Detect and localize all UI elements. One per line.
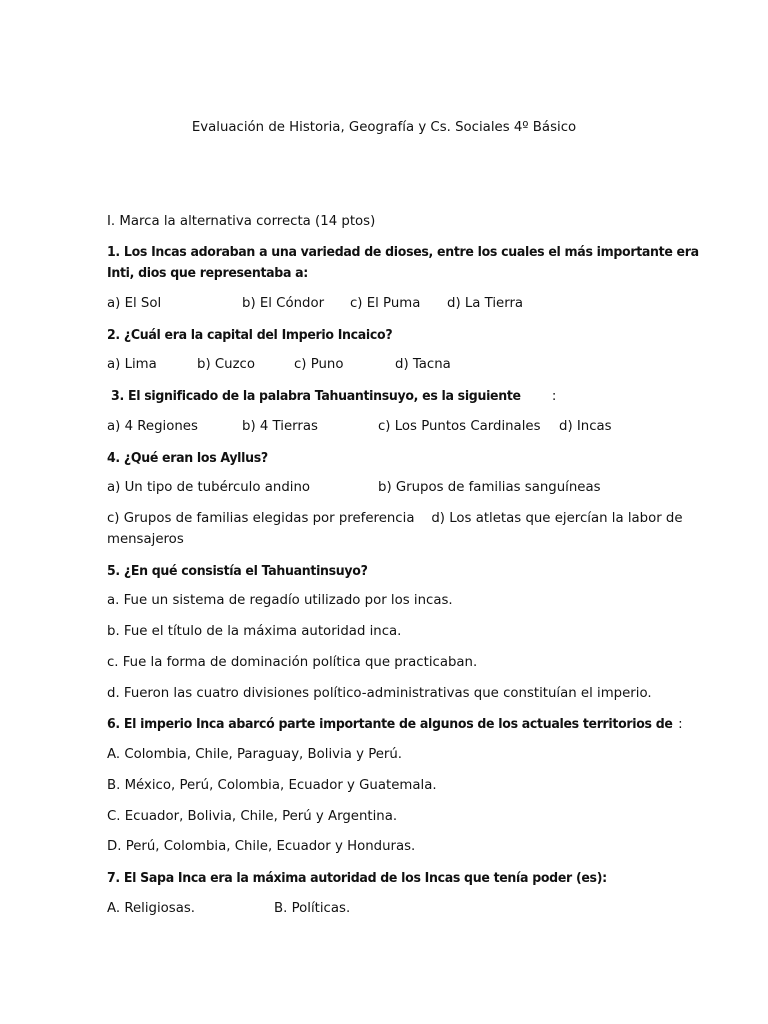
q1-option-c: c) El Puma — [350, 296, 421, 311]
q2-option-b: b) Cuzco — [197, 357, 255, 372]
q3-option-a: a) 4 Regiones — [107, 419, 198, 434]
q2-option-c: c) Puno — [294, 357, 344, 372]
question-6 — [107, 714, 728, 735]
question-3-text: 3. El significado de la palabra Tahuantinsuyo, es la siguiente — [107, 388, 521, 404]
question-7: 7. El Sapa Inca era la máxima autoridad de los Incas que tenía poder (es): — [107, 870, 607, 886]
q7-option-b: B. Políticas. — [274, 901, 351, 916]
q4-options-c-d-line-2: mensajeros — [107, 532, 184, 547]
exam-title: Evaluación de Historia, Geografía y Cs. Sociales 4º Básico — [191, 120, 577, 135]
question-3 — [107, 386, 728, 407]
q4-option-b: b) Grupos de familias sanguíneas — [378, 480, 601, 495]
question-5: 5. ¿En qué consistía el Tahuantinsuyo? — [107, 563, 368, 579]
question-4: 4. ¿Qué eran los Ayllus? — [107, 450, 268, 466]
q1-option-d: d) La Tierra — [447, 296, 524, 311]
question-2: 2. ¿Cuál era la capital del Imperio Incaico? — [107, 327, 393, 343]
q4-option-a: a) Un tipo de tubérculo andino — [107, 480, 311, 495]
q4-options-c-d-line-1: c) Grupos de familias elegidas por preferencia d) Los atletas que ejercían la labor de — [107, 511, 683, 526]
q6-option-d: D. Perú, Colombia, Chile, Ecuador y Honduras. — [107, 839, 416, 854]
q3-option-b: b) 4 Tierras — [242, 419, 318, 434]
q5-option-b: b. Fue el título de la máxima autoridad inca. — [107, 624, 402, 639]
q6-option-c: C. Ecuador, Bolivia, Chile, Perú y Argentina. — [107, 809, 398, 824]
q5-option-a: a. Fue un sistema de regadío utilizado por los incas. — [107, 593, 453, 608]
question-1-line-1: 1. Los Incas adoraban a una variedad de dioses, entre los cuales el más importante era — [107, 244, 699, 260]
question-1-line-2: Inti, dios que representaba a: — [107, 265, 308, 281]
q1-option-a: a) El Sol — [107, 296, 162, 311]
q1-option-b: b) El Cóndor — [242, 296, 325, 311]
q5-option-c: c. Fue la forma de dominación política que practicaban. — [107, 655, 478, 670]
q6-option-b: B. México, Perú, Colombia, Ecuador y Guatemala. — [107, 778, 437, 793]
q6-option-a: A. Colombia, Chile, Paraguay, Bolivia y Perú. — [107, 747, 403, 762]
q2-option-a: a) Lima — [107, 357, 157, 372]
question-6-text: 6. El imperio Inca abarcó parte importante de algunos de los actuales territorios de — [107, 716, 673, 732]
q3-option-d: d) Incas — [559, 419, 612, 434]
q3-option-c: c) Los Puntos Cardinales — [378, 419, 541, 434]
question-6-colon: : — [678, 717, 683, 732]
q2-option-d: d) Tacna — [395, 357, 451, 372]
q7-option-a: A. Religiosas. — [107, 901, 196, 916]
question-3-colon: : — [551, 389, 557, 404]
section-instruction: I. Marca la alternativa correcta (14 ptos) — [107, 214, 376, 229]
q5-option-d: d. Fueron las cuatro divisiones político-administrativas que constituían el imperio. — [107, 686, 652, 701]
